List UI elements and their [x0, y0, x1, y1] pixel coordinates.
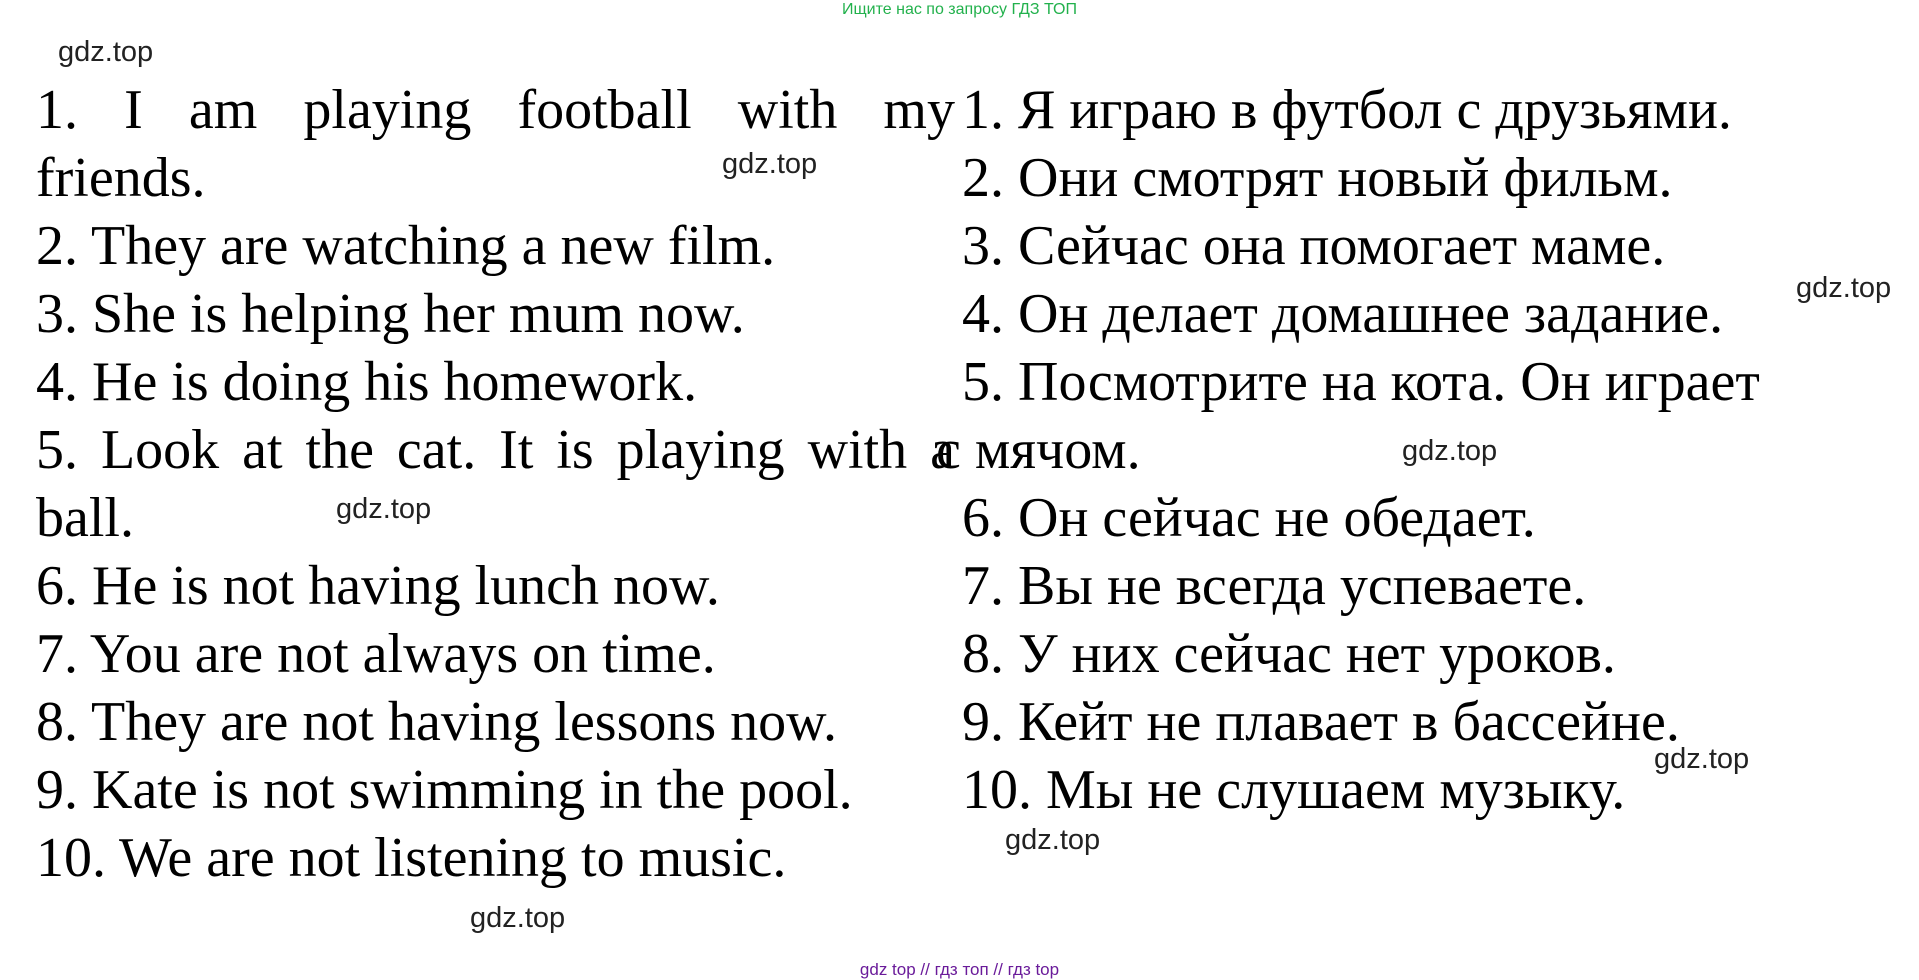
- english-line: 4. He is doing his homework.: [36, 351, 698, 413]
- russian-line: с мячом.: [936, 419, 1141, 481]
- english-sentences: [36, 76, 955, 892]
- english-line: 9. Kate is not swimming in the pool.: [36, 759, 853, 821]
- russian-line: 4. Он делает домашнее задание.: [962, 283, 1724, 345]
- english-line: 2. They are watching a new film.: [36, 215, 776, 277]
- russian-line: 10. Мы не слушаем музыку.: [962, 759, 1626, 821]
- watermark: gdz.top: [336, 493, 432, 525]
- english-line: ball.: [36, 487, 134, 549]
- russian-line: 7. Вы не всегда успеваете.: [962, 555, 1587, 617]
- watermark: gdz.top: [470, 902, 566, 934]
- watermark: gdz.top: [722, 148, 818, 180]
- watermark: gdz.top: [1654, 743, 1750, 775]
- russian-line: 5. Посмотрите на кота. Он играет: [962, 351, 1760, 413]
- english-line: friends.: [36, 147, 206, 209]
- russian-line: 8. У них сейчас нет уроков.: [962, 623, 1616, 685]
- watermark: gdz.top: [1005, 824, 1101, 856]
- english-line: 6. He is not having lunch now.: [36, 555, 720, 617]
- watermark: gdz.top: [58, 36, 154, 68]
- watermark: gdz.top: [1402, 435, 1498, 467]
- top-banner: Ищите нас по запросу ГДЗ ТОП: [842, 1, 1077, 18]
- watermark: gdz.top: [1796, 272, 1892, 304]
- english-line: 10. We are not listening to music.: [36, 827, 787, 889]
- russian-line: 9. Кейт не плавает в бассейне.: [962, 691, 1680, 753]
- russian-line: 3. Сейчас она помогает маме.: [962, 215, 1666, 277]
- english-line: 5. Look at the cat. It is playing with a: [36, 419, 955, 481]
- russian-line: 6. Он сейчас не обедает.: [962, 487, 1536, 549]
- russian-line: 1. Я играю в футбол с друзьями.: [962, 79, 1732, 141]
- english-line: 8. They are not having lessons now.: [36, 691, 837, 753]
- russian-translations: [936, 76, 1912, 824]
- english-line: 7. You are not always on time.: [36, 623, 716, 685]
- bottom-banner: gdz top // гдз топ // гдз top: [859, 960, 1060, 979]
- english-line: 1. I am playing football with my: [36, 79, 955, 141]
- russian-line: 2. Они смотрят новый фильм.: [962, 147, 1673, 209]
- english-line: 3. She is helping her mum now.: [36, 283, 745, 345]
